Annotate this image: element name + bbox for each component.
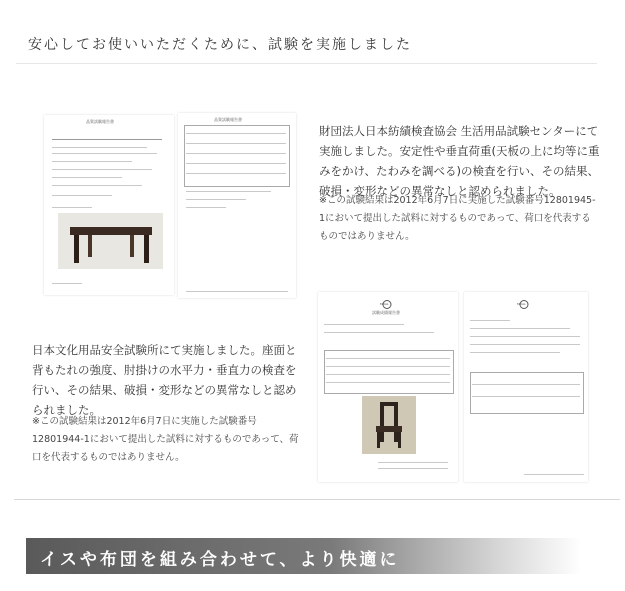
doc-line [470,352,560,353]
doc-line [472,396,580,397]
doc-line [186,153,286,154]
result-table [184,125,290,187]
doc-line [378,462,448,463]
banner-text: イスや布団を組み合わせて、より快適に [40,550,400,570]
doc-line [186,143,286,144]
doc-line [52,177,122,178]
doc-line [326,366,450,367]
moal-logo-text: MOAL [517,302,526,306]
top-divider [16,63,597,64]
test1-report-right [178,113,296,298]
doc-line [186,207,226,208]
doc-line [186,191,271,192]
report-title: 試験成績報告書 [372,310,400,315]
doc-line [324,332,434,333]
report-title: 品質試験報告書 [214,117,242,122]
chair-illustration [362,396,416,454]
moal-logo-left [380,294,394,306]
test2-report-left [318,292,458,482]
doc-line [186,173,286,174]
doc-line [52,147,147,148]
doc-line [470,328,570,329]
doc-line [326,358,450,359]
doc-line [52,153,157,154]
test1-report-left [44,115,174,295]
doc-line [186,133,286,134]
section-heading: 安心してお使いいただくために、試験を実施しました [28,37,412,53]
doc-line [186,291,288,292]
doc-line [52,207,92,208]
doc-line [52,185,142,186]
test2-report-right [464,292,588,482]
doc-line [52,195,112,196]
test1-description: 財団法人日本紡績検査協会 生活用品試験センターにて実施しました。安定性や垂直荷重(天板の上に均等に重みをかけ、たわみを調べる)の検査を行い、その結果、破損・変形などの異常なしと認められました。 [319,124,600,198]
test2-description: 日本文化用品安全試験所にて実施しました。座面と背もたれの強度、肘掛けの水平力・垂直力の検査を行い、その結果、破損・変形などの異常なしと認められました。 [32,343,297,417]
result-table [324,350,454,394]
feature-banner [26,538,581,574]
moal-logo-right [517,294,531,306]
doc-line [52,283,82,284]
doc-line [52,169,152,170]
report-title: 品質試験報告書 [86,119,114,124]
doc-line [324,324,404,325]
table-photo [58,213,163,269]
table-illustration [58,213,163,269]
bottom-divider [14,499,620,500]
doc-line [326,382,450,383]
test1-note: ※この試験結果は2012年6月7日に実施した試験番号12801945-1において提出した試料に対するものであって、荷口を代表するものではありません。 [319,195,596,242]
doc-line [472,384,580,385]
doc-line [524,474,584,475]
result-table [470,372,584,414]
doc-line [470,344,580,345]
chair-photo [362,396,416,454]
doc-line [52,139,162,140]
moal-logo-text: MOAL [380,302,389,306]
doc-line [186,163,286,164]
doc-line [378,468,448,469]
doc-line [470,320,510,321]
doc-line [326,374,450,375]
doc-line [470,336,580,337]
test2-note: ※この試験結果は2012年6月7日に実施した試験番号12801944-1において提出した試料に対するものであって、荷口を代表するものではありません。 [32,416,299,463]
doc-line [52,161,132,162]
doc-line [186,199,246,200]
